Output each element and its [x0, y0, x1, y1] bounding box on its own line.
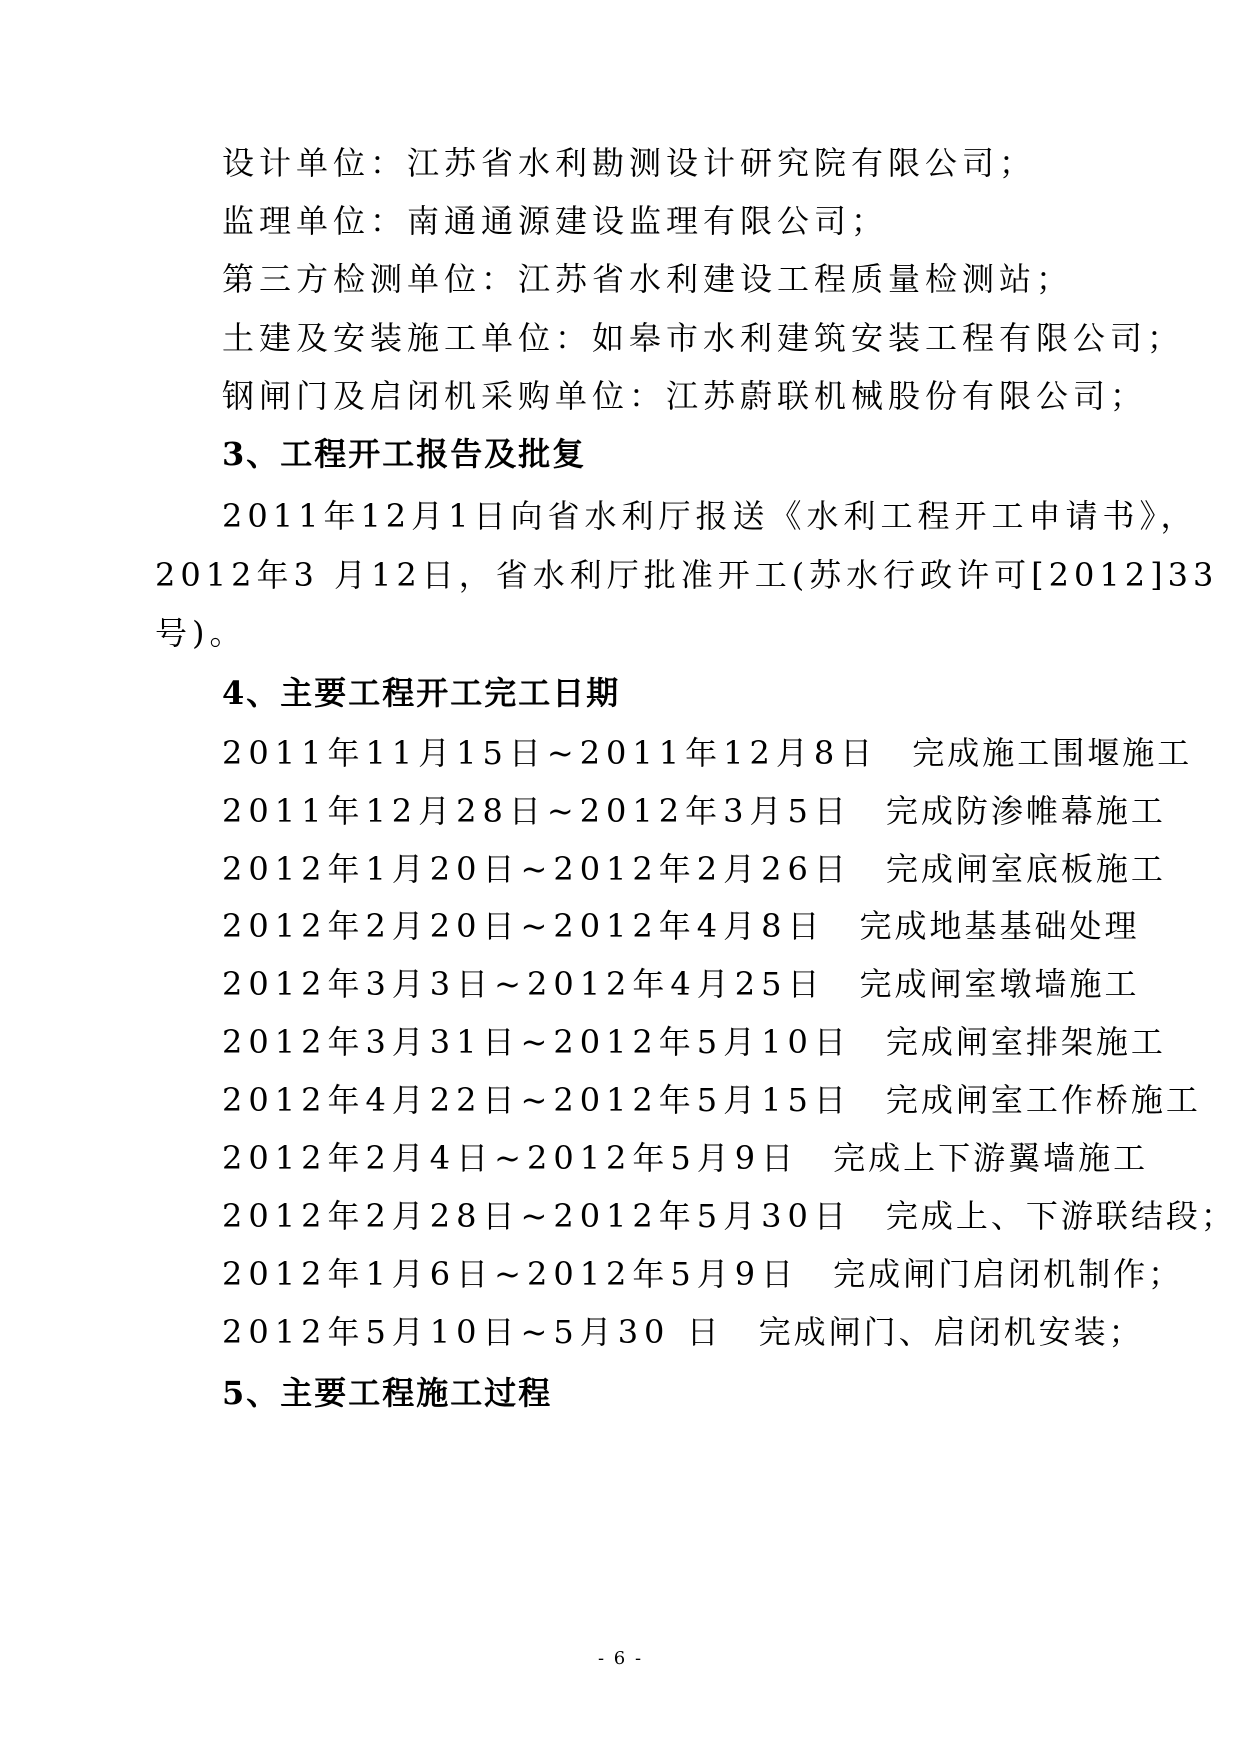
- schedule-dates: 2012年2月4日~2012年5月9日: [222, 1139, 800, 1177]
- schedule-task: 完成上下游翼墙施工: [833, 1139, 1149, 1177]
- schedule-row: [222, 1312, 1144, 1352]
- procurement-unit-line: 钢闸门及启闭机采购单位：江苏蔚联机械股份有限公司；: [222, 377, 1148, 415]
- schedule-dates: 2011年11月15日~2011年12月8日: [222, 734, 879, 772]
- schedule-task: 完成闸室墩墙施工: [859, 965, 1140, 1003]
- schedule-row: [222, 733, 1192, 773]
- schedule-row: [222, 1080, 1201, 1120]
- schedule-task: 完成闸门、启闭机安装；: [758, 1313, 1144, 1351]
- page-number: - 6 -: [597, 1648, 644, 1669]
- section3-heading: 3、工程开工报告及批复: [222, 435, 587, 473]
- schedule-dates: 2012年5月10日~5月30 日: [222, 1313, 725, 1351]
- schedule-task: 完成闸室排架施工: [885, 1023, 1166, 1061]
- schedule-task: 完成上、下游联结段；: [885, 1197, 1236, 1235]
- schedule-row: [222, 964, 1140, 1004]
- schedule-dates: 2011年12月28日~2012年3月5日: [222, 792, 852, 830]
- testing-unit-line: 第三方检测单位：江苏省水利建设工程质量检测站；: [222, 260, 1074, 298]
- construction-unit-line: 土建及安装施工单位：如皋市水利建筑安装工程有限公司；: [222, 319, 1185, 357]
- schedule-dates: 2012年2月20日~2012年4月8日: [222, 907, 826, 945]
- schedule-task: 完成防渗帷幕施工: [885, 792, 1166, 830]
- design-unit-line: 设计单位：江苏省水利勘测设计研究院有限公司；: [222, 144, 1037, 182]
- schedule-dates: 2012年1月6日~2012年5月9日: [222, 1255, 800, 1293]
- section5-heading: 5、主要工程施工过程: [222, 1374, 553, 1412]
- section3-line-2: 2012年3 月12日，省水利厅批准开工(苏水行政许可[2012]33: [155, 556, 1219, 594]
- schedule-task: 完成地基基础处理: [859, 907, 1140, 945]
- schedule-dates: 2012年2月28日~2012年5月30日: [222, 1197, 852, 1235]
- schedule-row: [222, 1196, 1236, 1236]
- supervision-unit-line: 监理单位：南通通源建设监理有限公司；: [222, 202, 889, 240]
- schedule-dates: 2012年3月31日~2012年5月10日: [222, 1023, 852, 1061]
- schedule-row: [222, 849, 1166, 889]
- schedule-dates: 2012年1月20日~2012年2月26日: [222, 850, 852, 888]
- section3-line-3: 号)。: [155, 614, 247, 652]
- schedule-dates: 2012年3月3日~2012年4月25日: [222, 965, 826, 1003]
- section4-heading: 4、主要工程开工完工日期: [222, 674, 621, 712]
- schedule-row: [222, 1138, 1148, 1178]
- schedule-row: [222, 1254, 1183, 1294]
- schedule-dates: 2012年4月22日~2012年5月15日: [222, 1081, 852, 1119]
- schedule-row: [222, 906, 1140, 946]
- schedule-row: [222, 1022, 1166, 1062]
- schedule-row: [222, 791, 1166, 831]
- schedule-task: 完成闸室工作桥施工: [885, 1081, 1201, 1119]
- schedule-task: 完成闸室底板施工: [885, 850, 1166, 888]
- schedule-task: 完成施工围堰施工: [912, 734, 1193, 772]
- section3-line-1: 2011年12月1日向省水利厅报送《水利工程开工申请书》，: [222, 497, 1198, 535]
- schedule-task: 完成闸门启闭机制作；: [833, 1255, 1184, 1293]
